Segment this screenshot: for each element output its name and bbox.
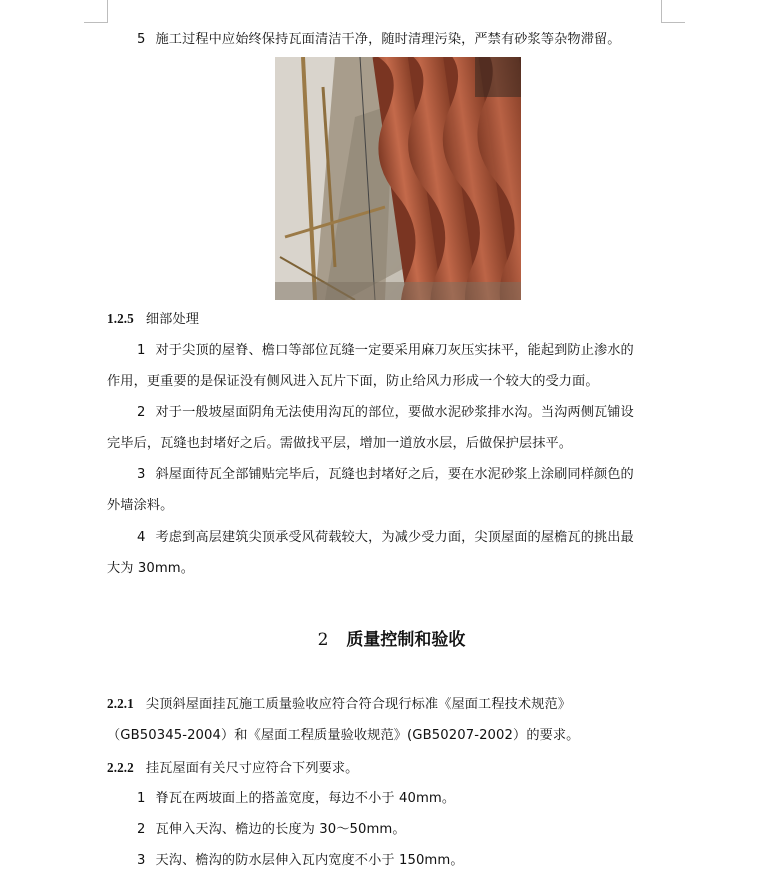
item-text: 脊瓦在两坡面上的搭盖宽度，每边不小于 40mm。 [155,791,456,806]
requirement-3 [137,852,662,870]
crop-mark-top-left-v [107,0,108,22]
requirement-2 [137,821,662,839]
detail-1-line-1 [137,342,662,360]
item-number: 2 [137,822,146,837]
section-title: 细部处理 [145,312,200,327]
detail-3-line-2: 外墙涂料。 [107,498,174,513]
item-text: 斜屋面待瓦全部铺贴完毕后，瓦缝也封堵好之后，要在水泥砂浆上涂刷同样颜色的 [155,467,634,482]
item-text: 对于一般坡屋面阴角无法使用沟瓦的部位，要做水泥砂浆排水沟。当沟两侧瓦铺设 [155,405,634,420]
detail-2-line-2: 完毕后，瓦缝也封堵好之后。需做找平层，增加一道放水层，后做保护层抹平。 [107,436,573,451]
roof-tile-photo [275,57,521,300]
item-number: 3 [137,467,146,482]
section-number: 2.2.1 [107,696,134,711]
item-number: 3 [137,853,146,868]
section-heading-2-2-2 [107,759,662,778]
detail-2-line-1 [137,404,662,422]
section-number: 2.2.2 [107,760,134,775]
item-text: 天沟、檐沟的防水层伸入瓦内宽度不小于 150mm。 [155,853,464,868]
section-2-2-1-line-2: （GB50345-2004）和《屋面工程质量验收规范》(GB50207-2002）的要求。 [107,728,580,743]
section-2-2-1-line-1 [107,695,662,714]
item-number: 4 [137,530,146,545]
item-text: 施工过程中应始终保持瓦面清洁干净，随时清理污染，严禁有砂浆等杂物滞留。 [155,32,621,47]
chapter-heading [0,625,783,650]
item-number: 5 [137,32,146,47]
section-heading-1-2-5 [107,310,662,329]
item-number: 1 [137,343,146,358]
paragraph-item-5 [137,31,662,49]
crop-mark-top-right-v [661,0,662,22]
crop-mark-top-left-h [84,22,108,23]
section-number: 1.2.5 [107,311,134,326]
item-text: 瓦伸入天沟、檐边的长度为 30～50mm。 [155,822,406,837]
detail-1-line-2: 作用，更重要的是保证没有侧风进入瓦片下面，防止给风力形成一个较大的受力面。 [107,374,599,389]
detail-3-line-1 [137,466,662,484]
roof-tile-photo-image [275,57,521,300]
item-number: 2 [137,405,146,420]
chapter-number: 2 [317,630,329,650]
section-title: 挂瓦屋面有关尺寸应符合下列要求。 [145,761,359,776]
item-text: 考虑到高层建筑尖顶承受风荷载较大，为减少受力面，尖顶屋面的屋檐瓦的挑出最 [155,530,634,545]
crop-mark-top-right-h [661,22,685,23]
chapter-title: 质量控制和验收 [346,630,466,650]
item-text: 对于尖顶的屋脊、檐口等部位瓦缝一定要采用麻刀灰压实抹平，能起到防止渗水的 [155,343,634,358]
detail-4-line-2: 大为 30mm。 [107,561,195,576]
section-text: 尖顶斜屋面挂瓦施工质量验收应符合符合现行标准《屋面工程技术规范》 [145,697,572,712]
item-number: 1 [137,791,146,806]
requirement-1 [137,790,662,808]
detail-4-line-1 [137,529,662,547]
